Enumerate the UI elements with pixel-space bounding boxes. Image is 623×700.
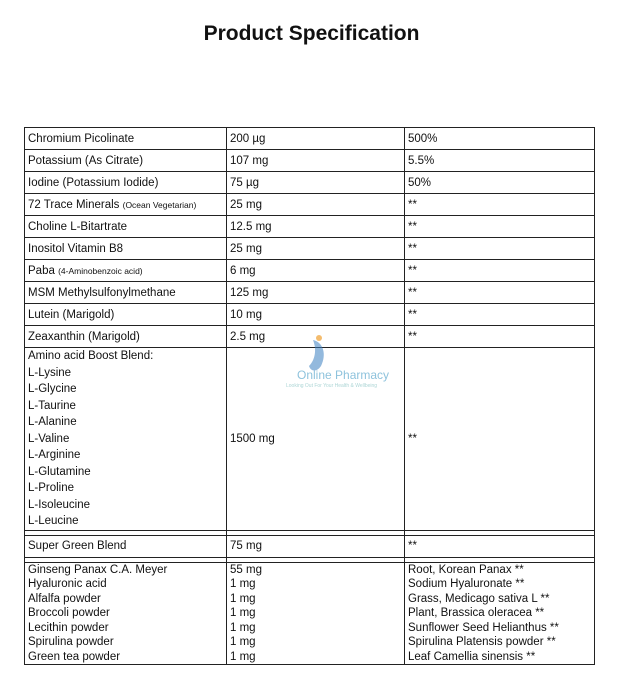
ingredient-note: (Ocean Vegetarian)	[122, 199, 197, 210]
herb-amount: 1 mg	[230, 607, 256, 619]
ingredient-name: Lutein (Marigold)	[28, 308, 115, 321]
ingredient-amount: 125 mg	[227, 282, 405, 304]
herb-source: Sodium Hyaluronate **	[408, 578, 525, 590]
herb-source: Grass, Medicago sativa L **	[408, 592, 550, 605]
herb-amount: 1 mg	[230, 592, 256, 605]
ingredient-name-cell	[25, 238, 227, 260]
table-row	[25, 304, 595, 326]
amino-item: L-Alanine	[28, 416, 77, 428]
ingredient-daily-value: **	[405, 282, 595, 304]
amino-item: L-Isoleucine	[28, 498, 91, 511]
amino-item: L-Leucine	[28, 515, 79, 527]
amino-blend-dv-cell	[405, 348, 595, 531]
herb-source: Sunflower Seed Helianthus **	[408, 621, 559, 634]
ingredient-name: Inositol Vitamin B8	[28, 242, 124, 255]
ingredient-name: MSM Methylsulfonylmethane	[28, 286, 176, 299]
herb-amount: 55 mg	[230, 563, 262, 576]
watermark-brand-text: Online Pharmacy	[297, 368, 390, 382]
amino-item: L-Arginine	[28, 449, 81, 461]
ingredient-name: Paba	[28, 264, 59, 277]
specification-table-body	[25, 128, 595, 348]
herb-amount: 1 mg	[230, 636, 256, 648]
ingredient-daily-value: 5.5%	[405, 150, 595, 172]
herb-source: Root, Korean Panax **	[408, 563, 524, 576]
amino-blend-heading: Amino acid Boost Blend:	[28, 350, 154, 362]
table-row	[25, 216, 595, 238]
amino-item: L-Glutamine	[28, 465, 91, 478]
ingredient-name-cell	[25, 326, 227, 348]
ingredient-amount: 200 µg	[227, 128, 405, 150]
ingredient-name-cell	[25, 150, 227, 172]
table-row	[25, 150, 595, 172]
table-row	[25, 282, 595, 304]
ingredient-name-cell	[25, 216, 227, 238]
herb-sources-cell	[405, 562, 595, 665]
specification-table	[24, 127, 595, 665]
herb-amount: 1 mg	[230, 621, 256, 634]
ingredient-name-cell	[25, 172, 227, 194]
ingredient-daily-value: **	[405, 194, 595, 216]
herb-name: Ginseng Panax C.A. Meyer	[28, 563, 168, 576]
ingredient-name: Iodine (Potassium Iodide)	[28, 176, 159, 189]
herb-amount: 1 mg	[230, 650, 256, 663]
ingredient-name: Potassium (As Citrate)	[28, 154, 144, 167]
ingredient-amount: 25 mg	[227, 238, 405, 260]
ingredient-amount: 25 mg	[227, 194, 405, 216]
amino-item: L-Taurine	[28, 399, 76, 412]
ingredient-name-cell	[25, 194, 227, 216]
page-title: Product Specification	[203, 22, 420, 45]
ingredient-amount: 10 mg	[227, 304, 405, 326]
amino-blend-section	[25, 348, 595, 665]
green-blend-dv: **	[405, 535, 595, 557]
ingredient-daily-value: **	[405, 216, 595, 238]
table-row	[25, 238, 595, 260]
ingredient-name: Chromium Picolinate	[28, 132, 135, 145]
ingredient-daily-value: **	[405, 304, 595, 326]
amino-item: L-Valine	[28, 432, 70, 445]
ingredient-amount: 6 mg	[227, 260, 405, 282]
ingredient-daily-value: **	[405, 326, 595, 348]
herb-amount: 1 mg	[230, 578, 256, 590]
herb-name: Broccoli powder	[28, 607, 110, 619]
ingredient-name: Choline L-Bitartrate	[28, 220, 128, 233]
ingredient-name-cell	[25, 304, 227, 326]
ingredient-daily-value: **	[405, 260, 595, 282]
herb-name: Green tea powder	[28, 650, 121, 663]
table-row	[25, 128, 595, 150]
amino-item: L-Glycine	[28, 383, 77, 395]
table-row	[25, 172, 595, 194]
amino-blend-ingredients	[25, 348, 227, 531]
ingredient-daily-value: 500%	[405, 128, 595, 150]
ingredient-name-cell	[25, 128, 227, 150]
herb-amounts-cell	[227, 562, 405, 665]
ingredient-amount: 2.5 mg	[227, 326, 405, 348]
ingredient-amount: 75 µg	[227, 172, 405, 194]
green-blend-row	[25, 535, 595, 557]
ingredient-daily-value: 50%	[405, 172, 595, 194]
herb-source: Spirulina Platensis powder **	[408, 636, 556, 648]
ingredient-name: Zeaxanthin (Marigold)	[28, 330, 140, 343]
ingredient-note: (4-Aminobenzoic acid)	[58, 265, 143, 276]
herb-name: Lecithin powder	[28, 621, 109, 634]
amino-blend-amount: 1500 mg	[230, 432, 275, 445]
herb-name: Hyaluronic acid	[28, 578, 107, 590]
herb-names-cell	[25, 562, 227, 665]
herb-name: Spirulina powder	[28, 636, 114, 648]
ingredient-amount: 107 mg	[227, 150, 405, 172]
amino-blend-dv: **	[408, 432, 417, 445]
amino-item: L-Lysine	[28, 366, 72, 379]
table-row	[25, 260, 595, 282]
green-blend-name: Super Green Blend	[25, 535, 227, 557]
herb-source: Leaf Camellia sinensis **	[408, 650, 536, 663]
amino-item: L-Proline	[28, 482, 75, 494]
table-row	[25, 194, 595, 216]
ingredient-name-cell	[25, 282, 227, 304]
watermark-tagline: Looking Out For Your Health & Wellbeing	[286, 383, 378, 389]
herb-source: Plant, Brassica oleracea **	[408, 607, 545, 619]
herbs-row	[25, 562, 595, 665]
green-blend-amount: 75 mg	[227, 535, 405, 557]
ingredient-name: 72 Trace Minerals	[28, 198, 123, 211]
ingredient-amount: 12.5 mg	[227, 216, 405, 238]
ingredient-daily-value: **	[405, 238, 595, 260]
ingredient-name-cell	[25, 260, 227, 282]
herb-name: Alfalfa powder	[28, 592, 101, 605]
